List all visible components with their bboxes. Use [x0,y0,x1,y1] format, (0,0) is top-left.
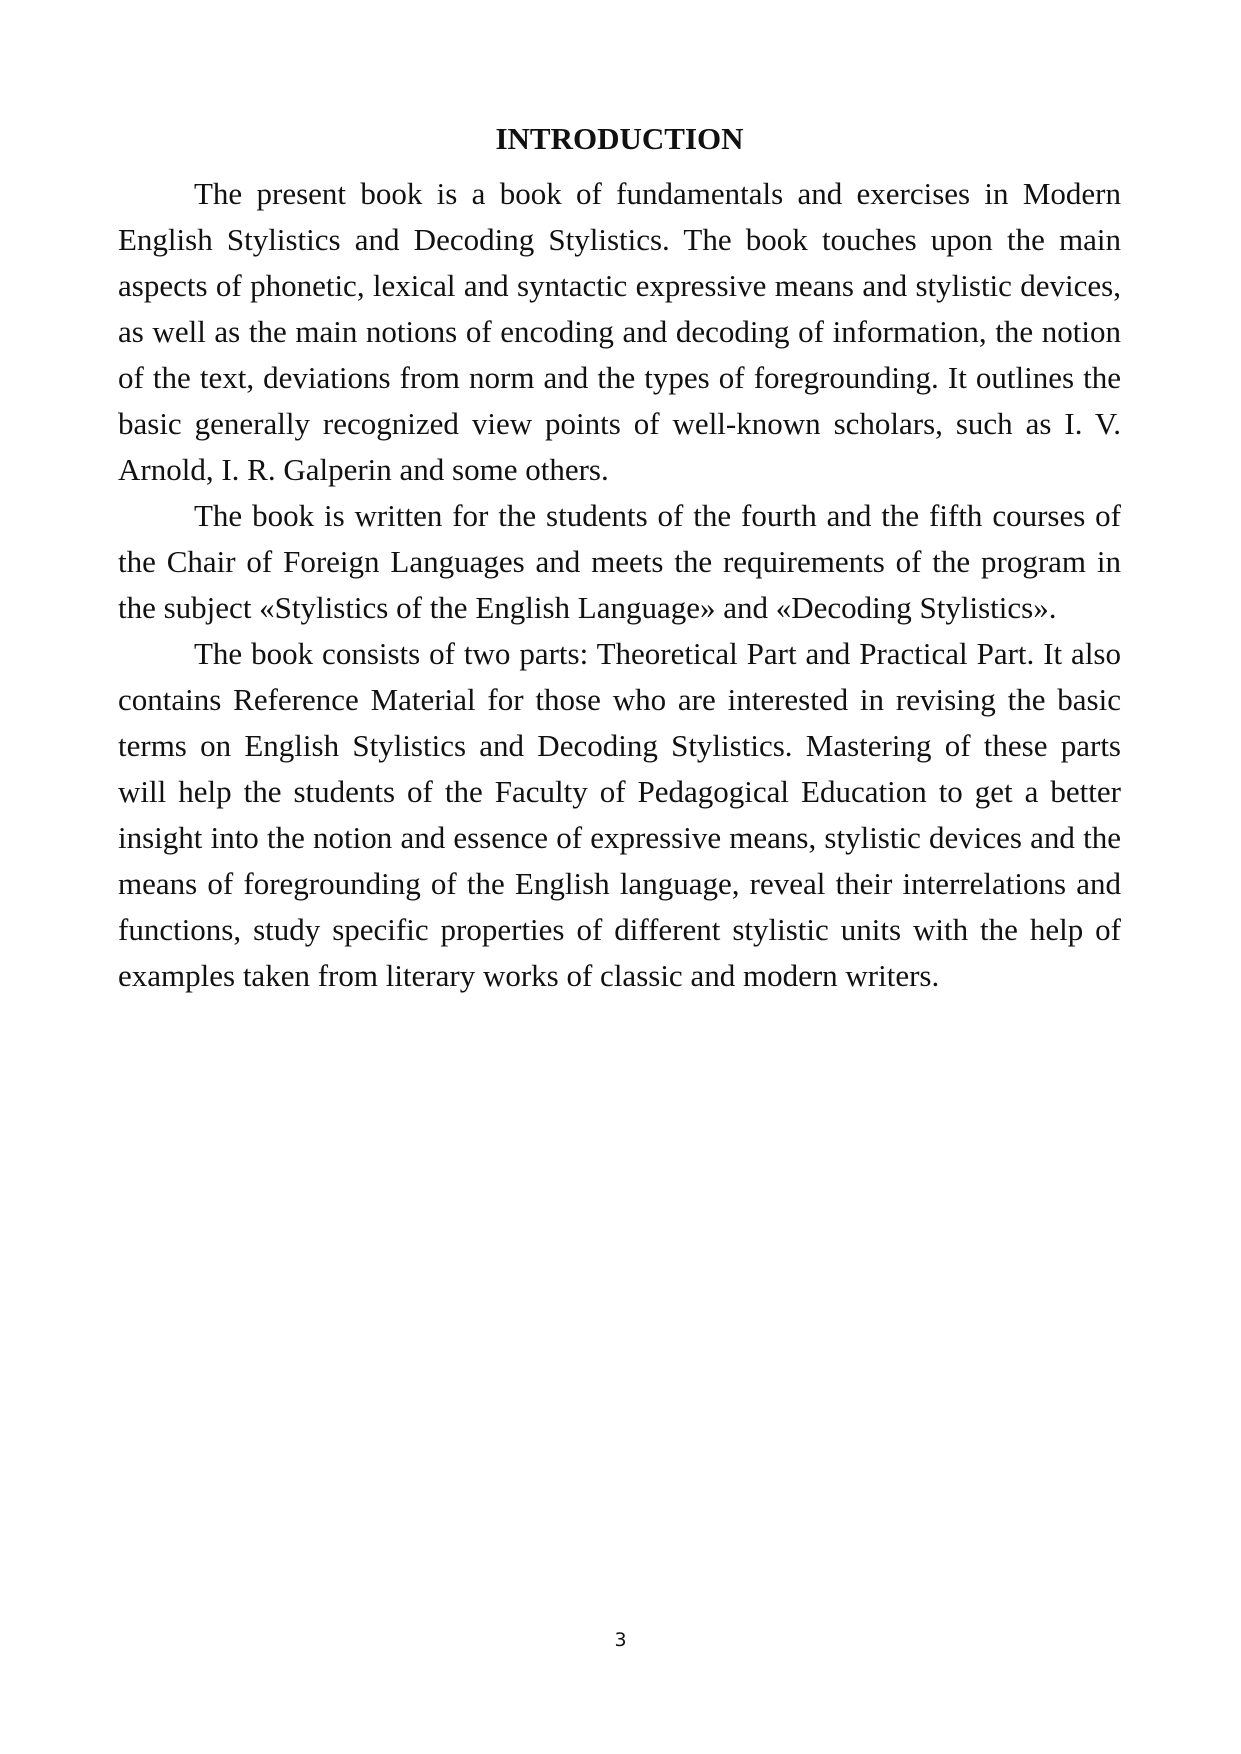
paragraph-purpose: The present book is a book of fundamentals and exercises in Modern English Stylistics and Decoding Stylistics. The book touches upon the main aspects of phonetic, lexical and syntactic expressive means and stylistic devices, as well as the main notions of encoding and decoding of information, the notion of the text, deviations from norm and the types of foregrounding. It outlines the basic generally recognized view points of well-known scholars, such as I. V. Arnold, I. R. Galperin and some others. [118,176,1121,487]
page-number: 3 [614,1629,627,1651]
paragraph-audience: The book is written for the students of the fourth and the fifth courses of the Chair of Foreign Languages and meets the requirements of the program in the subject «Stylistics of the English Language» and «Decoding Stylistics». [118,498,1121,625]
page-content [118,116,1121,999]
section-title: INTRODUCTION [495,121,744,156]
paragraph-structure: The book consists of two parts: Theoretical Part and Practical Part. It also contains Reference Material for those who are interested in revising the basic terms on English Stylistics and Decoding Stylistics. Mastering of these parts will help the students of the Faculty of Pedagogical Education to get a better insight into the notion and essence of expressive means, stylistic devices and the means of foregrounding of the English language, reveal their interrelations and functions, study specific properties of different stylistic units with the help of examples taken from literary works of classic and modern writers. [118,636,1121,993]
